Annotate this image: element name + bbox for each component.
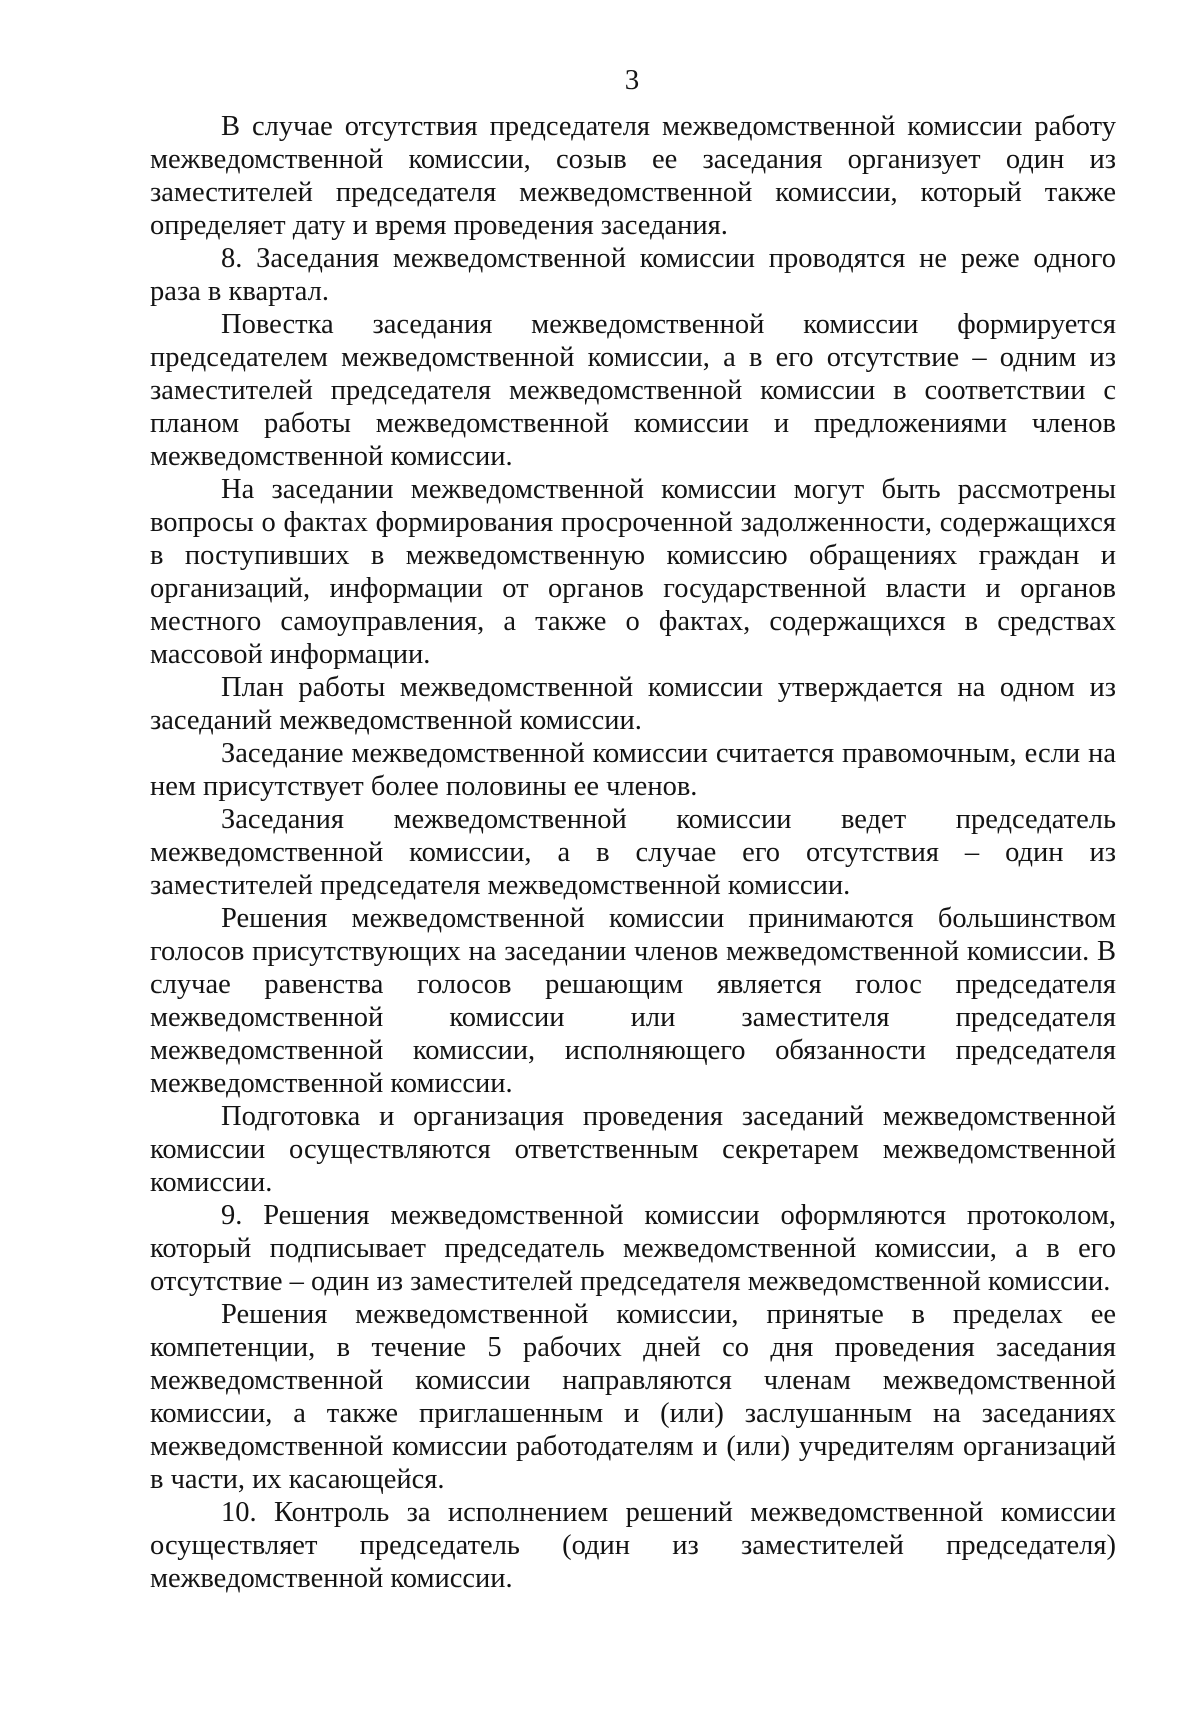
- paragraph-decision-voting: Решения межведомственной комиссии принимаются большинством голосов присутствующих на заседании членов межведомственной комиссии. В случае равенства голосов решающим является голос председателя межведомственной комиссии или заместителя председателя межведомственной комиссии, исполняющего обязанности председателя межведомственной комиссии.: [150, 903, 1116, 1099]
- paragraph-meeting-topics: На заседании межведомственной комиссии могут быть рассмотрены вопросы о фактах формирования просроченной задолженности, содержащихся в поступивших в межведомственную комиссию обращениях граждан и организаций, информации от органов государственной власти и органов местного самоуправления, а также о фактах, содержащихся в средствах массовой информации.: [150, 474, 1116, 670]
- paragraph-quorum: Заседание межведомственной комиссии считается правомочным, если на нем присутствует более половины ее членов.: [150, 738, 1116, 802]
- paragraph-item-10-control: 10. Контроль за исполнением решений межведомственной комиссии осуществляет председатель (один из заместителей председателя) межведомственной комиссии.: [150, 1497, 1116, 1594]
- paragraph-chairman-absence: В случае отсутствия председателя межведомственной комиссии работу межведомственной комиссии, созыв ее заседания организует один из заместителей председателя межведомственной комиссии, который также определяет дату и время проведения заседания.: [150, 111, 1116, 241]
- paragraph-work-plan: План работы межведомственной комиссии утверждается на одном из заседаний межведомственной комиссии.: [150, 672, 1116, 736]
- document-body: [150, 110, 1116, 1595]
- paragraph-decisions-distribution: Решения межведомственной комиссии, принятые в пределах ее компетенции, в течение 5 рабочих дней со дня проведения заседания межведомственной комиссии направляются членам межведомственной комиссии, а также приглашенным и (или) заслушанным на заседаниях межведомственной комиссии работодателям и (или) учредителям организаций в части, их касающейся.: [150, 1299, 1116, 1495]
- paragraph-preparation: Подготовка и организация проведения заседаний межведомственной комиссии осуществляются ответственным секретарем межведомственной комиссии.: [150, 1101, 1116, 1198]
- paragraph-agenda: Повестка заседания межведомственной комиссии формируется председателем межведомственной комиссии, а в его отсутствие – одним из заместителей председателя межведомственной комиссии в соответствии с планом работы межведомственной комиссии и предложениями членов межведомственной комиссии.: [150, 309, 1116, 472]
- page-number: 3: [624, 64, 640, 96]
- paragraph-item-8-meetings-frequency: 8. Заседания межведомственной комиссии проводятся не реже одного раза в квартал.: [150, 243, 1116, 307]
- paragraph-item-9-protocol: 9. Решения межведомственной комиссии оформляются протоколом, который подписывает председатель межведомственной комиссии, а в его отсутствие – один из заместителей председателя межведомственной комиссии.: [150, 1200, 1116, 1297]
- paragraph-meeting-chair: Заседания межведомственной комиссии ведет председатель межведомственной комиссии, а в случае его отсутствия – один из заместителей председателя межведомственной комиссии.: [150, 804, 1116, 901]
